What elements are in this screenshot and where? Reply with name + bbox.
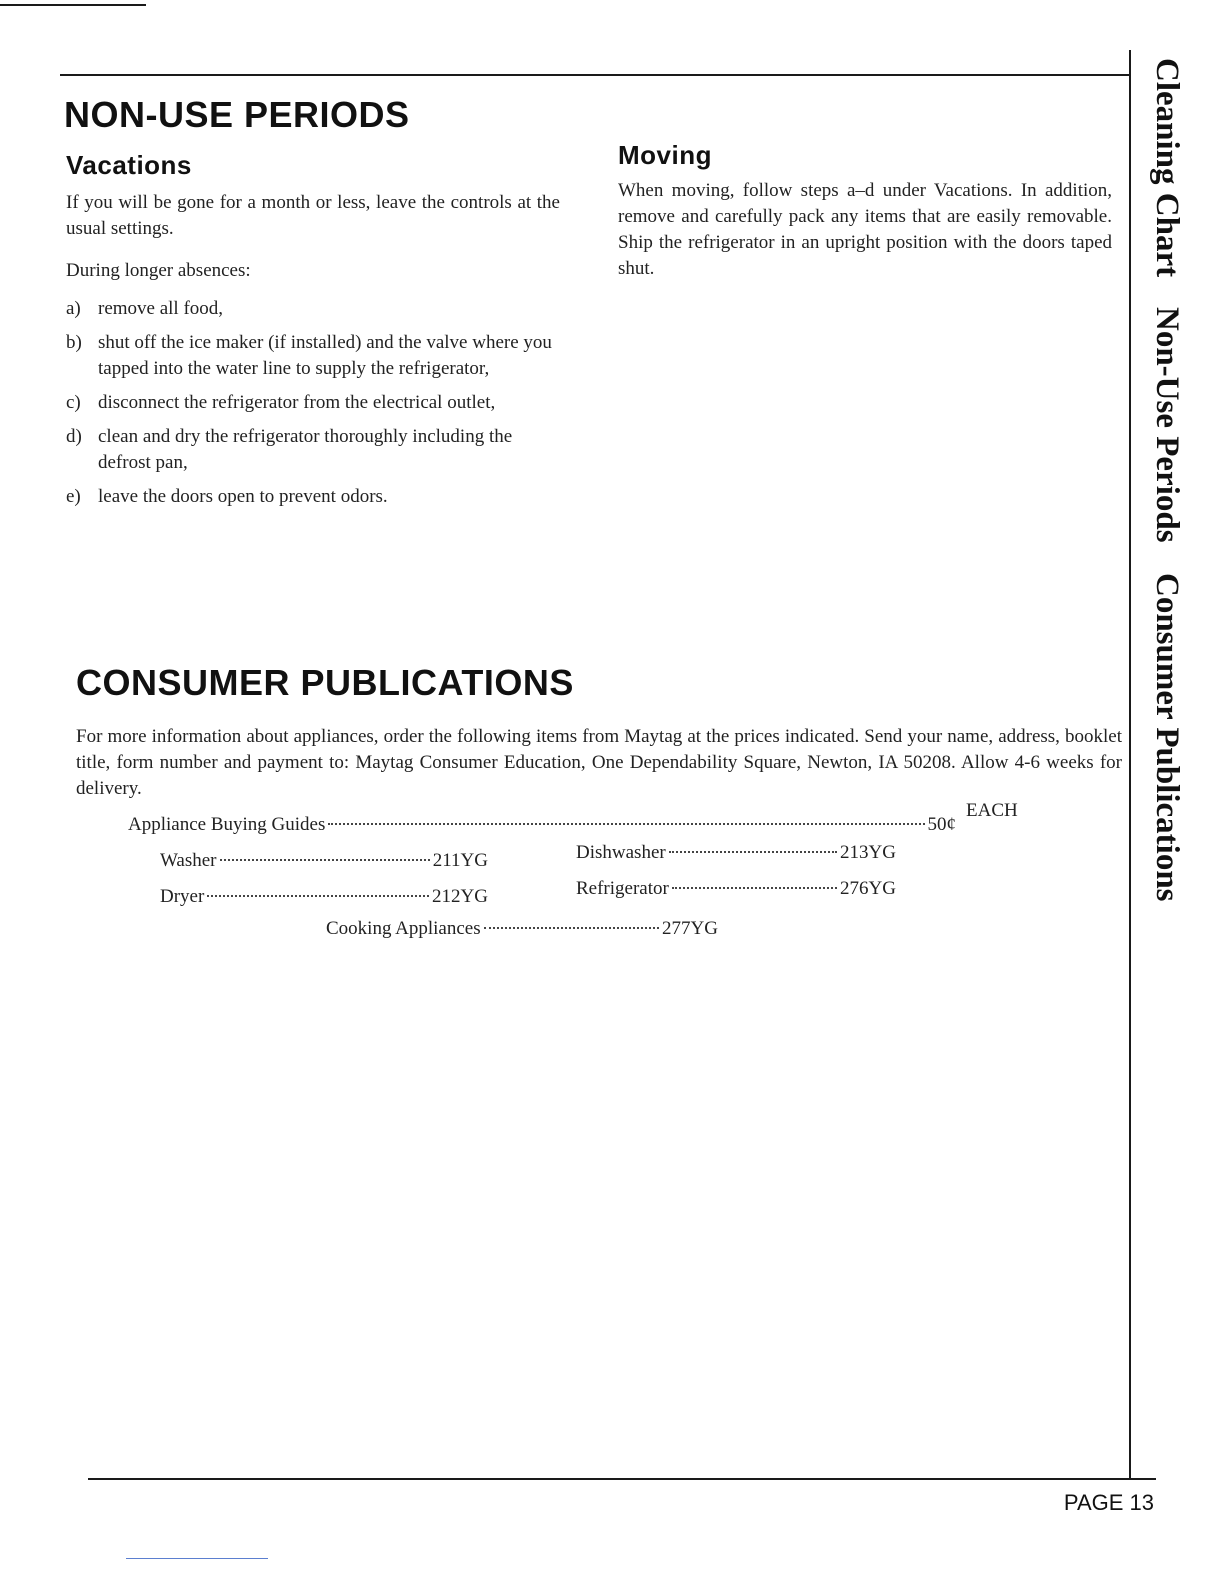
vacations-heading: Vacations: [66, 150, 192, 180]
list-item: [66, 484, 566, 510]
list-letter: b): [66, 332, 82, 353]
dot-leader: [669, 851, 837, 853]
publication-code: 212YG: [432, 886, 488, 907]
publication-row-dishwasher: [576, 840, 896, 866]
dot-leader: [484, 927, 659, 929]
publication-label: Washer: [160, 850, 217, 871]
list-letter: e): [66, 486, 81, 507]
list-text: leave the doors open to prevent odors.: [98, 486, 388, 507]
moving-text: When moving, follow steps a–d under Vacations. In addition, remove and carefully pack any items that are easily removable. Ship the refrigerator in an upright position with the doors taped shut.: [618, 180, 1112, 279]
bottom-rule: [88, 1478, 1156, 1480]
publication-code: 276YG: [840, 878, 896, 899]
price-each-label: EACH: [966, 800, 1018, 821]
list-item: [66, 424, 566, 476]
publication-row-cooking: [326, 916, 718, 942]
publication-code: 277YG: [662, 918, 718, 939]
list-letter: d): [66, 426, 82, 447]
publication-row-washer: [160, 848, 488, 874]
consumer-intro: For more information about appliances, order the following items from Maytag at the prices indicated. Send your name, address, booklet title, form number and payment to: Maytag Consumer Education, One Dependability Square, Newton, IA 50208. Allow 4-6 weeks for delivery.: [76, 726, 1122, 799]
publication-code: 211YG: [432, 850, 488, 871]
consumer-publications-title: CONSUMER PUBLICATIONS: [76, 662, 574, 703]
buying-guides-label: Appliance Buying Guides: [128, 814, 326, 835]
list-letter: a): [66, 298, 81, 319]
list-item: [66, 390, 566, 416]
list-letter: c): [66, 392, 81, 413]
dot-leader: [672, 887, 837, 889]
top-corner-rule: [0, 4, 146, 6]
list-text: shut off the ice maker (if installed) and the valve where you tapped into the water line to supply the refrigerator,: [98, 332, 552, 379]
list-item: [66, 296, 566, 322]
blue-underline: [126, 1558, 268, 1559]
side-tab-cleaning-chart: Cleaning Chart: [1149, 58, 1185, 278]
top-rule: [60, 74, 1130, 76]
buying-guides-row: [128, 812, 956, 838]
publication-row-dryer: [160, 884, 488, 910]
publication-label: Cooking Appliances: [326, 918, 481, 939]
dot-leader: [220, 859, 430, 861]
dot-leader: [207, 895, 429, 897]
publication-code: 213YG: [840, 842, 896, 863]
buying-guides-price: 50¢: [927, 814, 956, 835]
side-tab-non-use-periods: Non-Use Periods: [1149, 307, 1185, 543]
publication-label: Dryer: [160, 886, 205, 907]
list-text: remove all food,: [98, 298, 224, 319]
list-text: clean and dry the refrigerator thoroughly including the defrost pan,: [98, 426, 513, 473]
dot-leader: [328, 823, 924, 825]
vacations-intro: If you will be gone for a month or less, leave the controls at the usual settings.: [66, 192, 560, 239]
side-tab-strip: [1142, 58, 1192, 958]
publication-label: Refrigerator: [576, 878, 669, 899]
longer-absences-label: During longer absences:: [66, 260, 251, 281]
list-text: disconnect the refrigerator from the electrical outlet,: [98, 392, 496, 413]
non-use-periods-title: NON-USE PERIODS: [64, 94, 410, 135]
page-number: PAGE 13: [1063, 1490, 1154, 1515]
list-item: [66, 330, 566, 382]
vacation-steps-list: [66, 296, 566, 518]
right-rule: [1129, 50, 1131, 1480]
side-tab-consumer-publications: Consumer Publications: [1149, 573, 1185, 902]
publication-row-refrigerator: [576, 876, 896, 902]
moving-heading: Moving: [618, 140, 712, 170]
publication-label: Dishwasher: [576, 842, 666, 863]
